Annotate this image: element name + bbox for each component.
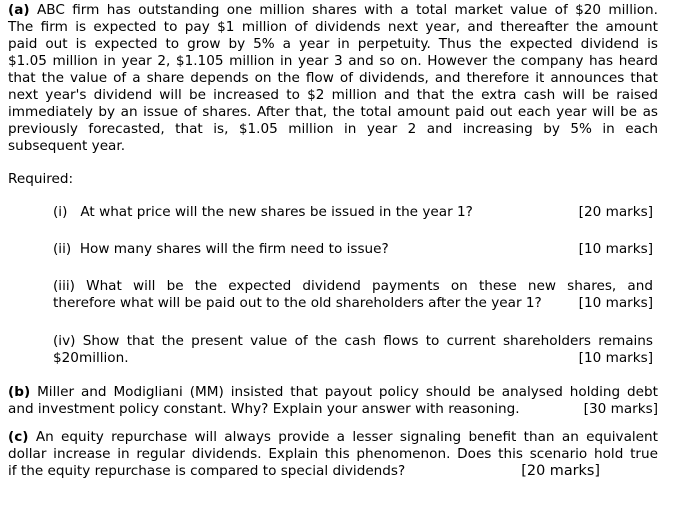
intro-line: that the value of a share depends on the flow of dividends, and therefore it announces that [8, 70, 658, 86]
question-text: $20million. [53, 350, 129, 366]
question-i [53, 204, 653, 221]
question-number: (iii) [53, 278, 75, 294]
marks-label: [10 marks] [578, 241, 653, 257]
question-text: What will be the expected dividend payments on these new shares, and [86, 278, 654, 294]
intro-line: The firm is expected to pay $1 million of dividends next year, and thereafter the amount [8, 19, 658, 35]
marks-label: [10 marks] [578, 350, 653, 366]
question-number: (iv) [53, 333, 76, 349]
part-c [8, 429, 658, 480]
marks-label: [20 marks] [521, 463, 600, 479]
part-c-text: An equity repurchase will always provide a lesser signaling benefit than an equivalent [35, 429, 658, 445]
question-iii [53, 278, 653, 312]
intro-line: immediately by an issue of shares. After that, the total amount paid out each year will be as [8, 104, 658, 120]
required-heading: Required: [8, 171, 74, 187]
marks-label: [30 marks] [583, 401, 658, 417]
part-a-intro [8, 2, 658, 155]
question-text: Show that the present value of the cash flows to current shareholders remains [82, 333, 653, 349]
question-number: (ii) [53, 241, 72, 257]
part-c-text: dollar increase in regular dividends. Explain this phenomenon. Does this scenario hold true [8, 446, 658, 462]
part-b-text: and investment policy constant. Why? Explain your answer with reasoning. [8, 401, 520, 417]
question-number: (i) [53, 204, 68, 220]
marks-label: [20 marks] [578, 204, 653, 220]
part-b [8, 384, 658, 418]
marks-label: [10 marks] [578, 295, 653, 311]
part-c-label: (c) [8, 429, 29, 445]
question-iv [53, 333, 653, 367]
part-b-text: Miller and Modigliani (MM) insisted that payout policy should be analysed holding debt [37, 384, 658, 400]
intro-line: $1.05 million in year 2, $1.105 million in year 3 and so on. However the company has heard [8, 53, 658, 69]
question-text: At what price will the new shares be issued in the year 1? [80, 204, 473, 220]
intro-line: subsequent year. [8, 138, 126, 154]
intro-line: paid out is expected to grow by 5% a year in perpetuity. Thus the expected dividend is [8, 36, 658, 52]
intro-line: next year's dividend will be increased to $2 million and that the extra cash will be raised [8, 87, 658, 103]
intro-line: (a) ABC firm has outstanding one million shares with a total market value of $20 million. [8, 2, 658, 18]
question-ii [53, 241, 653, 258]
intro-line: previously forecasted, that is, $1.05 million in year 2 and increasing by 5% in each [8, 121, 658, 137]
document-body [8, 2, 658, 480]
part-b-label: (b) [8, 384, 31, 400]
part-c-text: if the equity repurchase is compared to special dividends? [8, 463, 406, 479]
part-a-label: (a) [8, 2, 30, 18]
question-text: How many shares will the firm need to issue? [79, 241, 389, 257]
question-text: therefore what will be paid out to the old shareholders after the year 1? [53, 295, 542, 311]
